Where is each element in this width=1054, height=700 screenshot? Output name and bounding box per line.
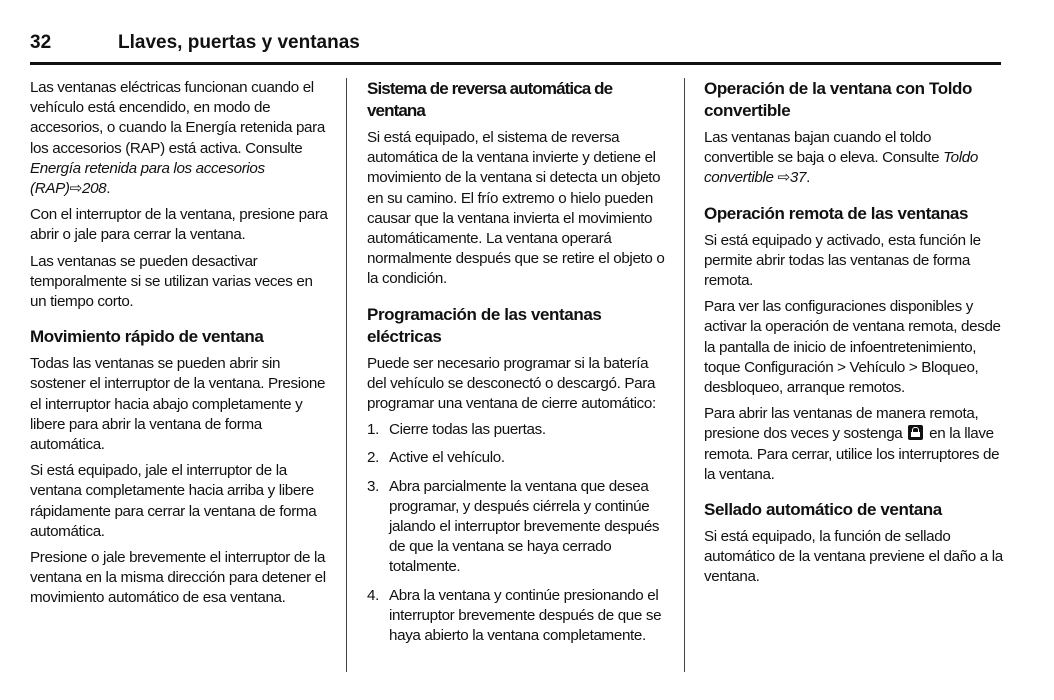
reverse-paragraph: Si está equipado, el sistema de reversa automática de la ventana invierte y detiene el movimiento de la ventana si detecta un objeto en su camino. El frío extremo o hielo pueden causar que la ventana invierta el movimiento automáticamente. La ventana operará normalmente después que se retire el objeto o la condición. xyxy=(367,129,665,288)
page-ref-arrow-icon: ⇨ xyxy=(777,169,790,187)
page-number: 32 xyxy=(30,32,52,53)
column-divider-2 xyxy=(684,78,685,672)
column-divider-1 xyxy=(346,78,347,672)
stop-paragraph: Presione o jale brevemente el interruptor de la ventana en la misma dirección para detener el movimiento automático de esa ventana. xyxy=(30,549,326,607)
seal-heading: Sellado automático de ventana xyxy=(704,500,942,520)
page-header xyxy=(30,30,1001,60)
header-divider xyxy=(30,62,1001,65)
convertible-paragraph: Las ventanas bajan cuando el toldo convertible se baja o eleva. Consulte Toldo convertible ⇨37. xyxy=(704,129,978,187)
list-item: 2. Active el vehículo. xyxy=(367,449,505,467)
list-item: 3. Abra parcialmente la ventana que desea programar, y después ciérrela y continúe jalando el interruptor brevemente después de que la ventana se haya cerrado totalmente. xyxy=(367,477,660,576)
program-heading: Programación de las ventanas eléctricas xyxy=(367,304,602,346)
list-item: 1. Cierre todas las puertas. xyxy=(367,421,546,439)
program-paragraph: Puede ser necesario programar si la batería del vehículo se desconectó o descargó. Para programar una ventana de cierre automático: xyxy=(367,354,656,413)
chapter-title: Llaves, puertas y ventanas xyxy=(118,32,360,53)
reverse-heading: Sistema de reversa automática de ventana xyxy=(367,79,613,120)
intro-paragraph: Las ventanas eléctricas funcionan cuando el vehículo está encendido, en modo de accesorios, o cuando la Energía retenida para los accesorios (RAP) está activa. Consulte Energía retenida para los accesorios (RAP)⇨208. xyxy=(30,79,325,198)
seal-paragraph: Si está equipado, la función de sellado automático de la ventana previene el daño a la ventana. xyxy=(704,528,1003,586)
rap-reference[interactable]: Energía retenida para los accesorios (RAP)⇨208 xyxy=(30,159,265,198)
express-close-paragraph: Si está equipado, jale el interruptor de la ventana completamente hacia arriba y libere rápidamente para cerrar la ventana de forma automática. xyxy=(30,462,317,540)
remote-intro-paragraph: Si está equipado y activado, esta función le permite abrir todas las ventanas de forma remota. xyxy=(704,231,981,290)
convertible-heading: Operación de la ventana con Toldo convertible xyxy=(704,79,972,120)
switch-paragraph: Con el interruptor de la ventana, presione para abrir o jale para cerrar la ventana. xyxy=(30,206,328,244)
remote-settings-paragraph: Para ver las configuraciones disponibles y activar la operación de ventana remota, desde la pantalla de inicio de infoentretenimiento, toque Configuración > Vehículo > Bloqueo, desbloqueo, arranque remotos. xyxy=(704,298,1001,397)
page-ref-arrow-icon: ⇨ xyxy=(69,180,82,198)
list-item: 4. Abra la ventana y continúe presionando el interruptor brevemente después de que se haya abierto la ventana completamente. xyxy=(367,586,662,645)
disable-paragraph: Las ventanas se pueden desactivar temporalmente si se utilizan varias veces en un tiempo corto. xyxy=(30,252,313,311)
program-steps xyxy=(367,420,667,646)
express-heading: Movimiento rápido de ventana xyxy=(30,327,264,347)
remote-open-paragraph: Para abrir las ventanas de manera remota, presione dos veces y sostenga en la llave remota. Para cerrar, utilice los interruptores de la ventana. xyxy=(704,405,1000,483)
convertible-reference[interactable]: Toldo convertible ⇨37 xyxy=(704,149,978,187)
column-3 xyxy=(704,78,1004,594)
column-2 xyxy=(367,78,667,654)
express-open-paragraph: Todas las ventanas se pueden abrir sin sostener el interruptor de la ventana. Presione el interruptor hacia abajo completamente y libere para abrir la ventana de forma automática. xyxy=(30,355,326,454)
remote-heading: Operación remota de las ventanas xyxy=(704,203,969,223)
remote-lock-icon xyxy=(908,425,923,440)
column-1 xyxy=(30,78,330,615)
